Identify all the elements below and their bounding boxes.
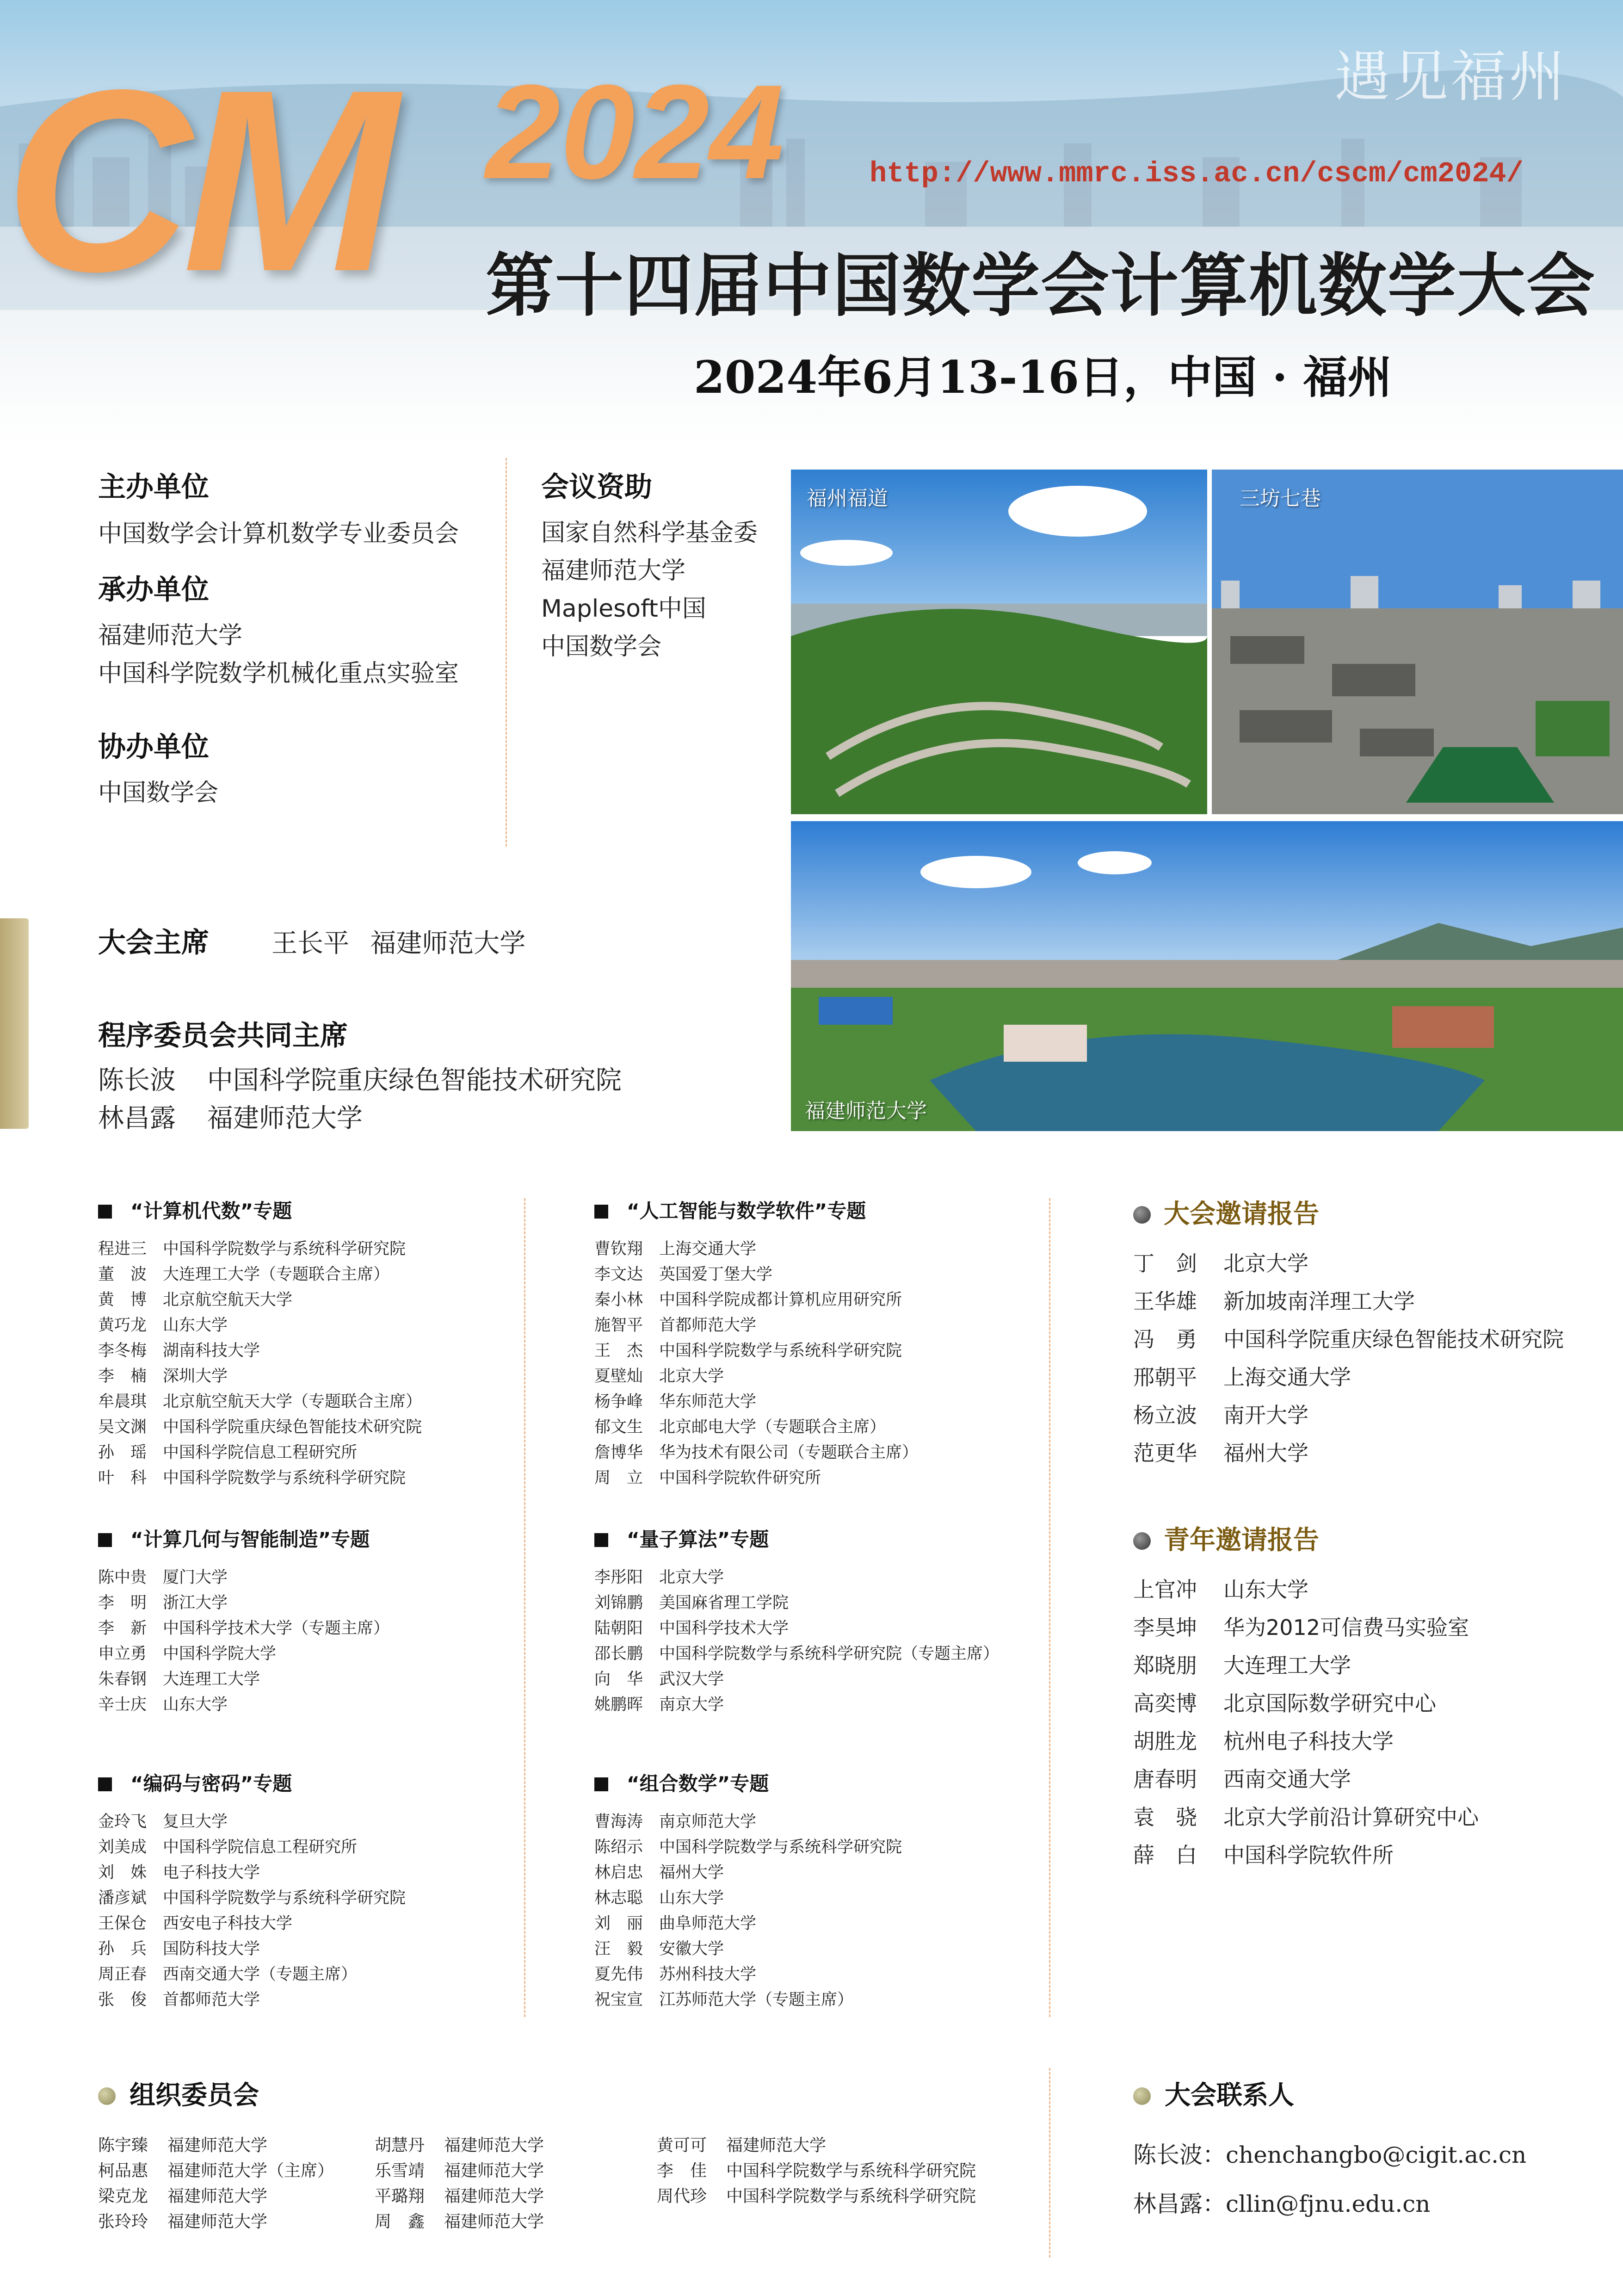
speaker-row: 唐春明 西南交通大学 (1133, 1767, 1351, 1792)
topic-member-row: 周正春 西南交通大学（专题主席） (98, 1965, 358, 1984)
contact-email-link[interactable]: cllin@fjnu.edu.cn (1226, 2191, 1431, 2217)
topic-block (98, 1196, 422, 1491)
photo-sanfang-image (1212, 470, 1623, 814)
topic-member-row: 黄 博 北京航空航天大学 (98, 1291, 293, 1309)
program-chair-row (98, 1100, 622, 1138)
program-chair-heading: 程序委员会共同主席 (98, 1020, 348, 1052)
committee-member-row: 胡慧丹 福建师范大学 (375, 2136, 544, 2155)
invited-talks-block (1133, 1194, 1564, 1472)
org-committee-column (98, 2133, 334, 2234)
square-bullet-icon (594, 1777, 608, 1791)
speaker-row: 杨立波 南开大学 (1133, 1403, 1308, 1428)
general-chair-name: 王长平 (272, 928, 350, 959)
topic-member-row: 孙 瑶 中国科学院信息工程研究所 (98, 1443, 358, 1462)
topic-member-row: 吴文渊 中国科学院重庆绿色智能技术研究院 (98, 1418, 422, 1436)
topic-member-row: 金玲飞 复旦大学 (98, 1813, 228, 1831)
youth-talks-block (1133, 1520, 1479, 1874)
topic-block (594, 1769, 902, 2013)
topic-member-row: 陈中贵 厦门大学 (98, 1568, 228, 1587)
speaker-row: 上官冲 山东大学 (1133, 1577, 1308, 1602)
program-chair-row (98, 1062, 622, 1100)
organizer-item: 福建师范大学 (98, 622, 243, 650)
committee-member-row: 柯品惠 福建师范大学（主席） (98, 2161, 334, 2180)
photo-fudao-image (791, 470, 1207, 814)
conference-title: 第十四届中国数学会计算机数学大会 (486, 246, 1596, 326)
hosts-block (98, 465, 459, 812)
topic-member-row: 王 杰 中国科学院数学与系统科学研究院 (594, 1342, 902, 1360)
committee-member-row: 黄可可 福建师范大学 (657, 2136, 827, 2155)
committee-member-row: 周代珍 中国科学院数学与系统科学研究院 (657, 2187, 976, 2206)
topic-member-row: 林启忠 福州大学 (594, 1863, 724, 1882)
divider-hosts (506, 458, 507, 847)
speaker-row: 袁 骁 北京大学前沿计算研究中心 (1133, 1805, 1479, 1830)
topic-member-row: 曹钦翔 上海交通大学 (594, 1240, 757, 1258)
logo-cm: CM (5, 36, 389, 325)
topic-member-row: 林志聪 山东大学 (594, 1889, 724, 1907)
square-bullet-icon (98, 1777, 112, 1791)
topic-member-row: 李 明 浙江大学 (98, 1594, 228, 1612)
conference-url-link[interactable]: http://www.mmrc.iss.ac.cn/cscm/cm2024/ (870, 157, 1524, 190)
topic-member-row: 黄巧龙 山东大学 (98, 1316, 228, 1335)
topic-heading: “组合数学”专题 (594, 1769, 902, 1796)
speaker-row: 范更华 福州大学 (1133, 1441, 1308, 1466)
topic-member-row: 李文达 英国爱丁堡大学 (594, 1265, 773, 1284)
contact-row (1133, 2179, 1526, 2228)
sponsor-item: 中国数学会计算机数学专业委员会 (98, 520, 459, 548)
topic-member-row: 李 新 中国科学技术大学（专题主席） (98, 1619, 390, 1638)
photo-fjnu-image (791, 821, 1623, 1131)
funding-item: 中国数学会 (541, 633, 662, 661)
square-bullet-icon (594, 1533, 608, 1547)
square-bullet-icon (594, 1205, 608, 1219)
topic-member-row: 夏壁灿 北京大学 (594, 1367, 724, 1386)
topic-member-row: 牟晨琪 北京航空航天大学（专题联合主席） (98, 1392, 422, 1411)
funding-heading: 会议资助 (541, 471, 652, 503)
program-chair-org: 中国科学院重庆绿色智能技术研究院 (207, 1065, 622, 1095)
topic-member-row: 周 立 中国科学院软件研究所 (594, 1469, 821, 1487)
topic-block (98, 1524, 389, 1718)
photo-fjnu (791, 821, 1623, 1131)
topic-member-row: 李冬梅 湖南科技大学 (98, 1342, 260, 1360)
topic-member-row: 汪 毅 安徽大学 (594, 1940, 724, 1958)
topic-member-row: 刘锦鹏 美国麻省理工学院 (594, 1594, 789, 1612)
topic-member-row: 刘美成 中国科学院信息工程研究所 (98, 1838, 358, 1857)
co-organizer-item: 中国数学会 (98, 779, 219, 807)
funding-item: 福建师范大学 (541, 557, 686, 585)
divider-topics-1 (524, 1198, 525, 2017)
topic-member-row: 陈绍示 中国科学院数学与系统科学研究院 (594, 1838, 902, 1857)
committee-member-row: 张玲玲 福建师范大学 (98, 2212, 268, 2231)
topic-member-row: 张 俊 首都师范大学 (98, 1991, 260, 2009)
photo-fudao (791, 470, 1207, 814)
topic-member-row: 刘 姝 电子科技大学 (98, 1863, 260, 1882)
chairs-block (98, 921, 622, 1138)
header-banner (0, 0, 1623, 444)
contact-block (1133, 2075, 1526, 2228)
photo-caption: 福建师范大学 (805, 1099, 927, 1123)
topic-member-row: 陆朝阳 中国科学技术大学 (594, 1619, 789, 1638)
committee-member-row: 周 鑫 福建师范大学 (375, 2212, 544, 2231)
contact-row (1133, 2130, 1526, 2179)
speaker-row: 冯 勇 中国科学院重庆绿色智能技术研究院 (1133, 1327, 1564, 1352)
contact-name: 陈长波： (1133, 2141, 1226, 2168)
org-committee-column (375, 2133, 544, 2234)
circle-bullet-icon (1133, 2087, 1151, 2105)
topic-member-row: 叶 科 中国科学院数学与系统科学研究院 (98, 1469, 406, 1487)
topic-heading: “编码与密码”专题 (98, 1769, 406, 1796)
divider-topics-2 (1049, 1198, 1050, 2017)
topic-member-row: 刘 丽 曲阜师范大学 (594, 1914, 757, 1933)
invited-heading: 大会邀请报告 (1133, 1194, 1564, 1231)
topic-block (98, 1769, 406, 2013)
topic-member-row: 董 波 大连理工大学（专题联合主席） (98, 1265, 390, 1284)
funding-item: 国家自然科学基金委 (541, 519, 758, 547)
speaker-row: 丁 剑 北京大学 (1133, 1251, 1308, 1276)
program-chair-name: 陈长波 (98, 1065, 176, 1095)
square-bullet-icon (98, 1205, 112, 1219)
organizer-heading: 承办单位 (98, 574, 209, 606)
org-committee-column (657, 2133, 976, 2209)
topic-member-row: 秦小林 中国科学院成都计算机应用研究所 (594, 1291, 902, 1309)
speaker-row: 高奕博 北京国际数学研究中心 (1133, 1691, 1436, 1716)
speaker-row: 郑晓朋 大连理工大学 (1133, 1653, 1351, 1678)
circle-bullet-icon (1133, 1206, 1151, 1224)
watermark-text: 遇见福州 (1334, 45, 1567, 109)
photo-caption: 福州福道 (807, 487, 888, 510)
speaker-row: 王华雄 新加坡南洋理工大学 (1133, 1289, 1415, 1314)
topic-member-row: 孙 兵 国防科技大学 (98, 1940, 260, 1958)
circle-bullet-icon (1133, 1532, 1151, 1550)
general-chair-heading: 大会主席 (98, 927, 209, 959)
sponsor-heading: 主办单位 (98, 471, 209, 503)
organizer-item: 中国科学院数学机械化重点实验室 (98, 660, 459, 687)
youth-heading: 青年邀请报告 (1133, 1520, 1479, 1557)
funding-block (541, 465, 758, 666)
topic-member-row: 姚鹏晖 南京大学 (594, 1696, 724, 1714)
general-chair-org: 福建师范大学 (370, 928, 526, 959)
co-organizer-heading: 协办单位 (98, 731, 209, 763)
committee-member-row: 梁克龙 福建师范大学 (98, 2187, 268, 2206)
topic-member-row: 郁文生 北京邮电大学（专题联合主席） (594, 1418, 886, 1436)
speaker-row: 李昊坤 华为2012可信费马实验室 (1133, 1615, 1469, 1640)
topic-heading: “计算机代数”专题 (98, 1196, 422, 1224)
topic-member-row: 夏先伟 苏州科技大学 (594, 1965, 757, 1984)
org-committee-heading: 组织委员会 (98, 2075, 259, 2112)
photo-sanfang (1212, 470, 1623, 814)
topic-member-row: 曹海涛 南京师范大学 (594, 1813, 757, 1831)
topic-member-row: 杨争峰 华东师范大学 (594, 1392, 757, 1411)
topic-member-row: 王保仓 西安电子科技大学 (98, 1914, 293, 1933)
topic-member-row: 李 楠 深圳大学 (98, 1367, 228, 1386)
topic-member-row: 邵长鹏 中国科学院数学与系统科学研究院（专题主席） (594, 1645, 1000, 1663)
topic-member-row: 施智平 首都师范大学 (594, 1316, 757, 1335)
topic-member-row: 程进三 中国科学院数学与系统科学研究院 (98, 1240, 406, 1258)
logo-year: 2024 (486, 57, 784, 207)
topic-block (594, 1524, 999, 1718)
committee-member-row: 陈宇臻 福建师范大学 (98, 2136, 268, 2155)
topic-heading: “人工智能与数学软件”专题 (594, 1196, 918, 1224)
topic-member-row: 潘彦斌 中国科学院数学与系统科学研究院 (98, 1889, 406, 1907)
topic-member-row: 詹博华 华为技术有限公司（专题联合主席） (594, 1443, 919, 1462)
divider-contact (1049, 2068, 1050, 2258)
topic-member-row: 祝宝宣 江苏师范大学（专题主席） (594, 1991, 854, 2009)
program-chair-org: 福建师范大学 (207, 1103, 363, 1133)
topic-member-row: 朱春钢 大连理工大学 (98, 1670, 260, 1689)
committee-member-row: 乐雪靖 福建师范大学 (375, 2161, 544, 2180)
topic-member-row: 辛士庆 山东大学 (98, 1696, 228, 1714)
contact-email-link[interactable]: chenchangbo@cigit.ac.cn (1226, 2141, 1527, 2168)
contact-heading: 大会联系人 (1133, 2075, 1526, 2112)
topic-member-row: 李彤阳 北京大学 (594, 1568, 724, 1587)
funding-item: Maplesoft中国 (541, 595, 706, 623)
contact-name: 林昌露： (1133, 2191, 1226, 2217)
committee-member-row: 李 佳 中国科学院数学与系统科学研究院 (657, 2161, 976, 2180)
topic-heading: “量子算法”专题 (594, 1524, 999, 1552)
speaker-row: 胡胜龙 杭州电子科技大学 (1133, 1729, 1394, 1754)
org-committee-block (98, 2075, 259, 2126)
photo-caption: 三坊七巷 (1240, 487, 1321, 510)
side-tab-decoration (0, 918, 29, 1129)
committee-member-row: 平璐翔 福建师范大学 (375, 2187, 544, 2206)
square-bullet-icon (98, 1533, 112, 1547)
circle-bullet-icon (98, 2087, 116, 2105)
topic-member-row: 申立勇 中国科学院大学 (98, 1645, 277, 1663)
program-chair-name: 林昌露 (98, 1103, 176, 1133)
topic-block (594, 1196, 918, 1491)
topic-member-row: 向 华 武汉大学 (594, 1670, 724, 1689)
speaker-row: 薛 白 中国科学院软件所 (1133, 1843, 1394, 1868)
topic-heading: “计算几何与智能制造”专题 (98, 1524, 389, 1552)
speaker-row: 邢朝平 上海交通大学 (1133, 1365, 1351, 1390)
conference-date: 2024年6月13-16日，中国 · 福州 (694, 351, 1392, 403)
